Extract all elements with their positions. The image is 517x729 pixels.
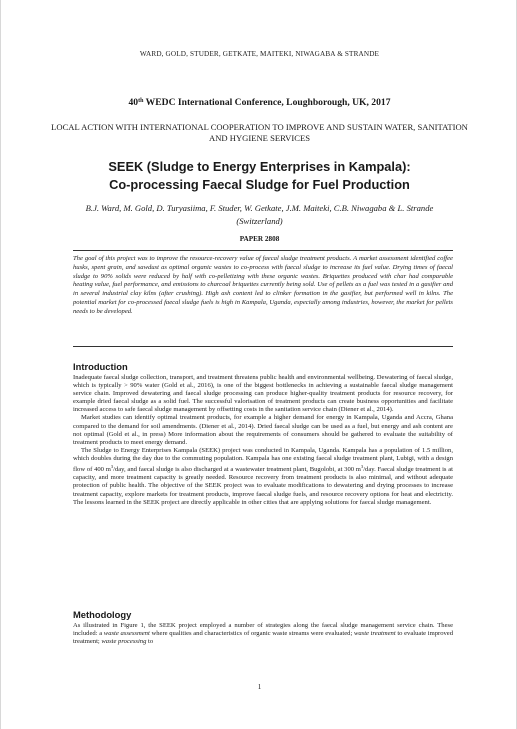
method-p1-part-d: to xyxy=(146,638,154,646)
introduction-heading: Introduction xyxy=(73,361,128,372)
method-p1-waste-treatment: waste treatment xyxy=(353,630,396,638)
paper-number: PAPER 2808 xyxy=(239,235,280,243)
conference-line xyxy=(1,97,517,108)
intro-p3-part-b: /day, and faecal sludge is also discharged at a wastewater treatment plant, Bugolobi, at 300 m xyxy=(113,466,361,474)
page-number: 1 xyxy=(257,683,262,691)
conference-rest: WEDC International Conference, Loughborough, UK, 2017 xyxy=(143,97,391,108)
conference-number: 40 xyxy=(128,97,139,108)
introduction-paragraph-3 xyxy=(73,447,453,507)
method-p1-part-a: As illustrated in Figure 1, the SEEK project employed a number of strategies along the faecal sludge management service chain. These included: a xyxy=(73,622,453,638)
method-p1-waste-assessment: waste assessment xyxy=(103,630,150,638)
conference-ordinal: th xyxy=(138,98,144,104)
introduction-paragraph-2: Market studies can identify optimal treatment products, for example a higher demand for energy in Kampala, Uganda and Accra, Ghana compared to the demand for soil amendments. (Diener et al., 2014). Dried faecal sludge can be used as a fuel, but energy and ash content are not optimal (Gold et al., in press) More information about the requirements of consumers should be gathered to evaluate the suitability of treatment products to meet energy demand. xyxy=(73,414,453,446)
introduction-paragraph-1: Inadequate faecal sludge collection, transport, and treatment threatens public health and environmental wellbeing. Dewatering of faecal sludge, which is typically > 90% water (Gold et al., 2016), is one of the biggest bottlenecks in achieving a sustainable faecal sludge management service chain. Improved dewatering and faecal sludge processing can produce higher-quality treatment products for resource recovery, for example dried faecal sludge as a solid fuel. The successful valorisation of treatment products can create business opportunities and facilitate increased access to safe faecal sludge management by offsetting costs in the sanitation service chain (Diener et al., 2014). xyxy=(73,374,453,414)
conference-theme: LOCAL ACTION WITH INTERNATIONAL COOPERATION TO IMPROVE AND SUSTAIN WATER, SANITATION AND HYGIENE SERVICES xyxy=(51,122,468,143)
paper-title xyxy=(41,158,478,193)
paper-title-line1: SEEK (Sludge to Energy Enterprises in Kampala): xyxy=(108,159,411,174)
paper-title-line2: Co-processing Faecal Sludge for Fuel Production xyxy=(109,176,410,192)
method-p1-part-c: to evaluate improved treatment; xyxy=(73,630,454,646)
abstract: The goal of this project was to improve the resource-recovery value of faecal sludge treatment products. A market assessment identified coffee husks, spent grain, and sawdust as optimal organic wastes to co-process with faecal sludge to increase its fuel value. Drying times of faecal sludge to 90% solids were reduced by half with co-pelletizing with these organic wastes. Briquettes produced with char had comparable heating value, fuel performance, and emissions to charcoal briquettes currently being sold. Use of pellets as a fuel was tested in a gasifier and in several industrial clay kilns (after crushing). High ash content led to clinker formation in the gasifier, but performed well in kilns. The potential market for co-processed faecal sludge fuels is high in Kampala, Uganda, especially among industries, however, the market for pellets needs to be developed. xyxy=(73,250,453,347)
introduction-body xyxy=(73,374,453,507)
methodology-heading: Methodology xyxy=(73,609,132,620)
author-list: B.J. Ward, M. Gold, D. Turyasiima, F. Studer, W. Getkate, J.M. Maiteki, C.B. Niwagaba & L. Strande (Switzerland) xyxy=(85,203,434,226)
methodology-paragraph-1 xyxy=(73,622,453,646)
intro-p3-part-c: /day. Faecal sludge treatment is at capacity, and more treatment capacity is greatly needed. Resource recovery from treatment products is also minimal, and without adequate protection of public health. The objective of the SEEK project was to evaluate modifications to dewatering and drying processes to increase treatment capacity, explore markets for treatment products, improve faecal sludge fuels, and resource recovery options for heat and electricity. The lessons learned in the SEEK project are directly applicable in other cities that are applying solutions for faecal sludge management. xyxy=(73,466,453,506)
intro-p3-part-a: The Sludge to Energy Enterprises Kampala (SEEK) project was conducted in Kampala, Uganda. Kampala has a population of 1.5 million, which doubles during the day due to the commuting population. Kampala has one existing faecal sludge treatment plant, Lubigi, with a design flow of 400 m xyxy=(73,446,453,474)
method-p1-waste-processing: waste processing xyxy=(101,638,147,646)
intro-p3-superscript-1: 3 xyxy=(110,464,114,470)
methodology-body xyxy=(73,622,453,646)
running-head: WARD, GOLD, STUDER, GETKATE, MAITEKI, NIWAGABA & STRANDE xyxy=(139,50,380,58)
method-p1-part-b: where qualities and characteristics of organic waste streams were evaluated; xyxy=(149,630,354,638)
intro-p3-superscript-2: 3 xyxy=(360,464,364,470)
